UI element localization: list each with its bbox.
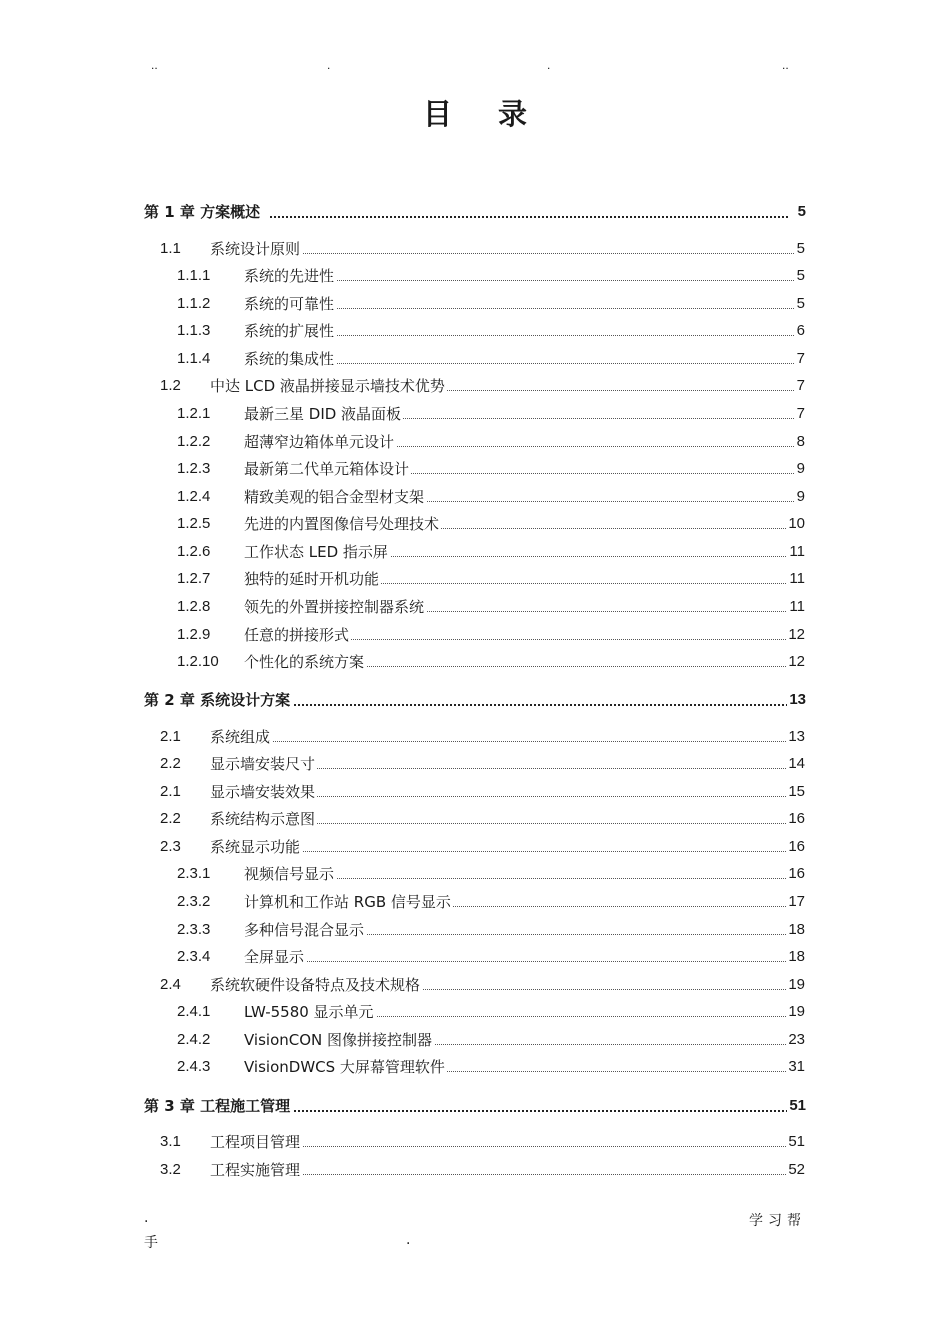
toc-entry-number: 1.1.4 [177, 350, 211, 367]
toc-entry-page: 7 [795, 348, 805, 370]
toc-entry-page: 10 [786, 513, 805, 535]
toc-entry-page: 6 [795, 320, 805, 342]
toc-entry-page: 15 [786, 781, 805, 803]
toc-entry-page: 9 [795, 458, 805, 480]
toc-entry[interactable] [0, 568, 950, 590]
toc-entry-title: VisionDWCS 大屏幕管理软件 [244, 1058, 445, 1076]
toc-entry-title: 中达 LCD 液晶拼接显示墙技术优势 [210, 377, 445, 395]
toc-entry[interactable] [0, 375, 950, 397]
toc-entry-title: 最新三星 DID 液晶面板 [244, 405, 402, 423]
toc-entry-number: 1.1.3 [177, 322, 211, 339]
toc-entry-page: 7 [795, 403, 805, 425]
toc-entry-number: 1.2 [160, 377, 181, 394]
toc-entry-number: 1.2.6 [177, 543, 211, 560]
leader-dots [244, 961, 804, 962]
toc-entry[interactable] [0, 624, 950, 646]
toc-entry-page: 12 [786, 624, 805, 646]
toc-entry-title: 工程项目管理 [210, 1133, 301, 1151]
toc-entry-page: 11 [787, 568, 805, 590]
toc-entry-number: 3.2 [160, 1161, 181, 1178]
toc-entry-number: 2.1 [160, 783, 181, 800]
toc-entry[interactable] [0, 1029, 950, 1051]
toc-entry[interactable] [0, 293, 950, 315]
toc-entry[interactable] [0, 726, 950, 748]
toc-entry-title: 任意的拼接形式 [244, 626, 350, 644]
toc-entry-number: 1.2.1 [177, 405, 211, 422]
toc-entry-number: 1.2.10 [177, 653, 219, 670]
toc-entry[interactable] [0, 781, 950, 803]
toc-entry[interactable] [0, 863, 950, 885]
toc-entry-page: 9 [795, 486, 805, 508]
toc-entry[interactable] [0, 946, 950, 968]
toc-entry-number: 2.3.3 [177, 921, 211, 938]
toc-entry-number: 2.3.1 [177, 865, 211, 882]
footer-dot: . [144, 1210, 149, 1226]
toc-entry[interactable] [0, 836, 950, 858]
toc-entry-page: 51 [786, 1131, 805, 1153]
toc-entry-page: 19 [786, 1001, 805, 1023]
toc-entry[interactable] [0, 808, 950, 830]
leader-dots [270, 216, 788, 218]
toc-entry-title: 显示墙安装效果 [210, 783, 316, 801]
toc-entry-title: 全屏显示 [244, 948, 305, 966]
toc-entry-page: 18 [786, 919, 805, 941]
toc-entry-page: 8 [795, 431, 805, 453]
footer-char: 手 [144, 1235, 158, 1251]
toc-entry-page: 52 [786, 1159, 805, 1181]
toc-entry-page: 16 [786, 836, 805, 858]
toc-entry[interactable] [0, 1095, 950, 1117]
toc-entry[interactable] [0, 689, 950, 711]
toc-entry[interactable] [0, 1131, 950, 1153]
toc-entry-number: 2.4 [160, 976, 181, 993]
toc-entry-page: 13 [786, 726, 805, 748]
toc-entry-number: 2.3.2 [177, 893, 211, 910]
header-mark: . [547, 58, 551, 72]
toc-entry-title: 显示墙安装尺寸 [210, 755, 316, 773]
header-mark: . [327, 58, 331, 72]
toc-entry-title: 系统的可靠性 [244, 295, 335, 313]
toc-entry[interactable] [0, 320, 950, 342]
toc-entry-title: 系统的集成性 [244, 350, 335, 368]
toc-entry[interactable] [0, 541, 950, 563]
toc-entry-page: 11 [787, 596, 805, 618]
toc-entry-number: 1.2.4 [177, 488, 211, 505]
toc-entry-page: 5 [796, 201, 806, 223]
toc-entry-number: 2.3 [160, 838, 181, 855]
toc-entry-number: 2.3.4 [177, 948, 211, 965]
toc-entry-page: 23 [786, 1029, 805, 1051]
toc-entry-number: 1.2.3 [177, 460, 211, 477]
toc-entry-title: 视频信号显示 [244, 865, 335, 883]
toc-entry-page: 18 [786, 946, 805, 968]
toc-entry-number: 1.2.2 [177, 433, 211, 450]
toc-entry-title: 第 2 章 系统设计方案 [144, 691, 291, 709]
toc-entry-number: 2.4.3 [177, 1058, 211, 1075]
toc-entry-page: 16 [786, 863, 805, 885]
toc-entry-number: 1.2.9 [177, 626, 211, 643]
toc-entry-title: 计算机和工作站 RGB 信号显示 [244, 893, 451, 911]
toc-entry[interactable] [0, 403, 950, 425]
toc-entry[interactable] [0, 596, 950, 618]
toc-entry-page: 14 [786, 753, 805, 775]
header-mark: .. [151, 58, 158, 72]
page-title: 目录 [422, 97, 573, 131]
leader-dots [210, 741, 804, 742]
footer-label: 学习帮 [749, 1213, 806, 1229]
toc-entry[interactable] [0, 1001, 950, 1023]
toc-entry[interactable] [0, 486, 950, 508]
toc-entry-title: 系统的先进性 [244, 267, 335, 285]
toc-entry-title: 系统显示功能 [210, 838, 301, 856]
toc-entry-number: 2.2 [160, 810, 181, 827]
toc-entry-title: 系统软硬件设备特点及技术规格 [210, 976, 421, 994]
toc-entry-page: 13 [787, 689, 806, 711]
toc-entry[interactable] [0, 238, 950, 260]
toc-entry-title: 工程实施管理 [210, 1161, 301, 1179]
toc-entry-page: 12 [786, 651, 805, 673]
toc-entry-title: 精致美观的铝合金型材支架 [244, 488, 425, 506]
toc-entry-number: 1.1.2 [177, 295, 211, 312]
toc-entry[interactable] [0, 891, 950, 913]
toc-entry-title: 第 3 章 工程施工管理 [144, 1097, 291, 1115]
toc-entry-number: 2.4.2 [177, 1031, 211, 1048]
toc-entry-number: 1.1 [160, 240, 181, 257]
toc-entry-page: 5 [795, 293, 805, 315]
toc-entry[interactable] [0, 348, 950, 370]
toc-entry-page: 7 [795, 375, 805, 397]
toc-entry-title: 系统设计原则 [210, 240, 301, 258]
toc-entry-title: 个性化的系统方案 [244, 653, 365, 671]
leader-dots [270, 1110, 788, 1112]
toc-entry-page: 17 [786, 891, 805, 913]
toc-entry-number: 1.2.7 [177, 570, 211, 587]
toc-entry[interactable] [0, 265, 950, 287]
toc-entry-number: 1.2.8 [177, 598, 211, 615]
toc-entry-number: 2.2 [160, 755, 181, 772]
toc-entry-title: 系统组成 [210, 728, 271, 746]
toc-entry[interactable] [0, 974, 950, 996]
toc-entry-page: 5 [795, 238, 805, 260]
toc-entry-page: 5 [795, 265, 805, 287]
toc-entry-title: 系统结构示意图 [210, 810, 316, 828]
toc-entry[interactable] [0, 753, 950, 775]
toc-entry-page: 51 [787, 1095, 806, 1117]
toc-entry-number: 2.1 [160, 728, 181, 745]
toc-entry-page: 16 [786, 808, 805, 830]
toc-entry-number: 2.4.1 [177, 1003, 211, 1020]
toc-entry-number: 1.1.1 [177, 267, 211, 284]
toc-entry-title: VisionCON 图像拼接控制器 [244, 1031, 433, 1049]
leader-dots [270, 704, 788, 706]
toc-entry-title: 系统的扩展性 [244, 322, 335, 340]
toc-entry-title: 多种信号混合显示 [244, 921, 365, 939]
toc-entry[interactable] [0, 1056, 950, 1078]
toc-entry[interactable] [0, 458, 950, 480]
toc-entry[interactable] [0, 651, 950, 673]
toc-entry-page: 31 [786, 1056, 805, 1078]
toc-entry-title: 超薄窄边箱体单元设计 [244, 433, 395, 451]
footer-dot: . [406, 1232, 411, 1248]
toc-entry-title: 第 1 章 方案概述 [144, 203, 261, 221]
toc-entry-page: 19 [786, 974, 805, 996]
toc-entry-title: LW-5580 显示单元 [244, 1003, 374, 1021]
toc-entry-title: 最新第二代单元箱体设计 [244, 460, 410, 478]
toc-entry[interactable] [0, 1159, 950, 1181]
toc-entry[interactable] [0, 919, 950, 941]
toc-entry[interactable] [0, 513, 950, 535]
toc-entry-title: 先进的内置图像信号处理技术 [244, 515, 440, 533]
toc-entry-title: 独特的延时开机功能 [244, 570, 380, 588]
toc-entry[interactable] [0, 431, 950, 453]
toc-entry-title: 工作状态 LED 指示屏 [244, 543, 388, 561]
toc-entry-title: 领先的外置拼接控制器系统 [244, 598, 425, 616]
toc-entry-number: 3.1 [160, 1133, 181, 1150]
toc-entry[interactable] [0, 201, 950, 223]
header-mark: .. [782, 58, 789, 72]
toc-entry-number: 1.2.5 [177, 515, 211, 532]
toc-entry-page: 11 [787, 541, 805, 563]
